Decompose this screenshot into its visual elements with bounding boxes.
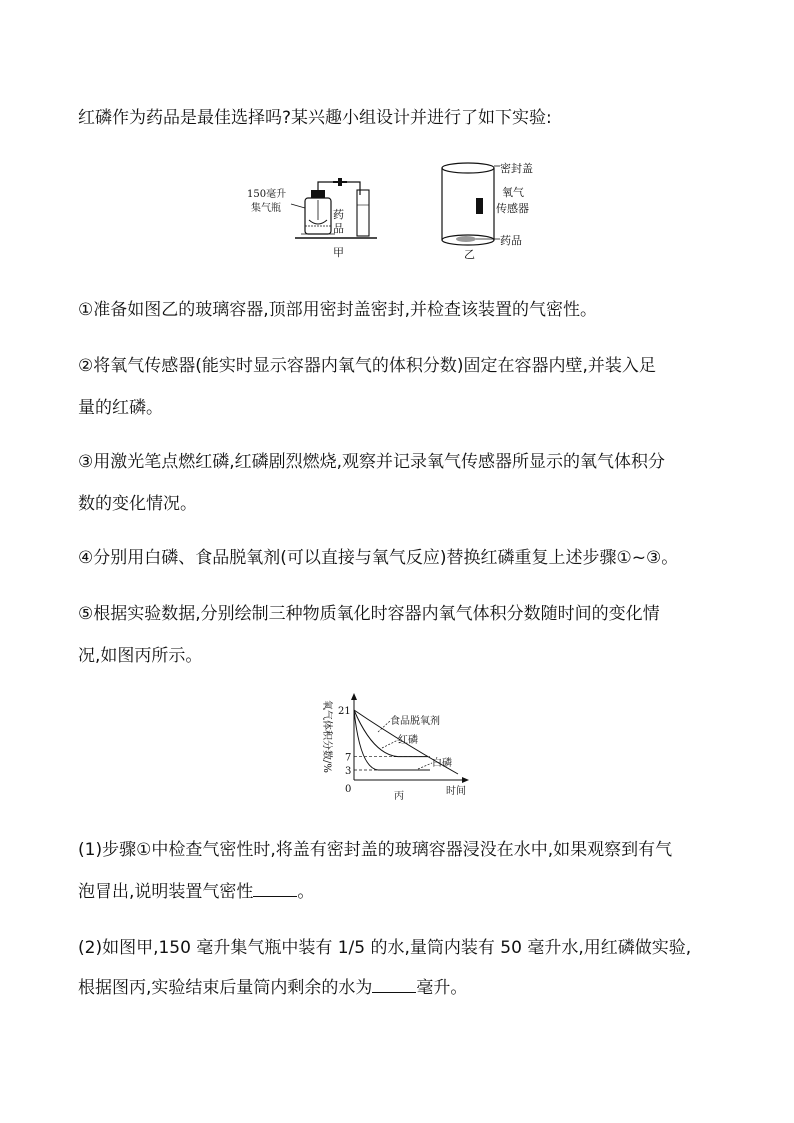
reagent-label-1: 药 [333, 208, 344, 221]
answer-blank-1[interactable] [253, 882, 297, 897]
question-2-text: 根据图丙,实验结束后量筒内剩余的水为 [78, 978, 373, 998]
step-5-line-1: ⑤根据实验数据,分别绘制三种物质氧化时容器内氧气体积分数随时间的变化情 [78, 604, 660, 624]
oxygen-sensor [476, 198, 483, 214]
container-lid [442, 163, 494, 173]
y-tick-label-21: 21 [338, 706, 351, 717]
reagent-label-2: 品 [333, 222, 344, 235]
chart-caption: 丙 [394, 791, 404, 802]
step-1: ①准备如图乙的玻璃容器,顶部用密封盖密封,并检查该装置的气密性。 [78, 300, 598, 320]
answer-blank-2[interactable] [372, 978, 416, 993]
reagent-sample [456, 236, 476, 242]
caption-jia: 甲 [333, 246, 344, 259]
apparatus-jia-figure [245, 160, 385, 260]
lid-label: 密封盖 [500, 162, 533, 175]
oxygen-chart [318, 688, 478, 803]
question-1-text: 泡冒出,说明装置气密性 [78, 882, 254, 902]
question-1-line-2 [78, 882, 314, 902]
step-2-line-1: ②将氧气传感器(能实时显示容器内氧气的体积分数)固定在容器内壁,并装入足 [78, 356, 656, 376]
measuring-cylinder [357, 190, 369, 236]
intro-text: 红磷作为药品是最佳选择吗?某兴趣小组设计并进行了如下实验: [78, 108, 552, 128]
x-axis-label: 时间 [446, 786, 466, 797]
caption-yi: 乙 [464, 248, 475, 260]
series-leader-2 [418, 763, 432, 769]
sensor-label-1: 氧气 [502, 186, 524, 199]
flask-label-2: 集气瓶 [251, 203, 281, 214]
question-2-line-2 [78, 978, 467, 998]
stopper [311, 190, 325, 198]
step-2-line-2: 量的红磷。 [78, 398, 163, 418]
series-label-2: 白磷 [432, 758, 452, 769]
step-3-line-1: ③用激光笔点燃红磷,红磷剧烈燃烧,观察并记录氧气传感器所显示的氧气体积分 [78, 452, 666, 472]
question-2-line-1: (2)如图甲,150 毫升集气瓶中装有 1/5 的水,量筒内装有 50 毫升水,用红磷做实验, [78, 938, 692, 958]
sensor-label-2: 传感器 [496, 202, 529, 215]
reagent-label: 药品 [500, 234, 522, 247]
apparatus-yi-figure [436, 160, 546, 260]
y-tick-label-3: 3 [345, 766, 352, 777]
y-axis-label: 氧气体积分数/% [321, 700, 332, 773]
question-1-end: 。 [297, 882, 315, 902]
flask-label-1: 150毫升 [247, 189, 287, 200]
step-5-line-2: 况,如图丙所示。 [78, 646, 203, 666]
series-label-1: 红磷 [398, 735, 418, 746]
series-leader-1 [382, 740, 398, 748]
step-3-line-2: 数的变化情况。 [78, 494, 197, 514]
y-tick-label-7: 7 [345, 752, 352, 764]
question-2-end: 毫升。 [416, 978, 468, 998]
question-1-line-1: (1)步骤①中检查气密性时,将盖有密封盖的玻璃容器浸没在水中,如果观察到有气 [78, 840, 673, 860]
step-4: ④分别用白磷、食品脱氧剂(可以直接与氧气反应)替换红磷重复上述步骤①~③。 [78, 548, 679, 568]
series-label-0: 食品脱氧剂 [390, 716, 440, 727]
origin-label: 0 [345, 784, 352, 795]
